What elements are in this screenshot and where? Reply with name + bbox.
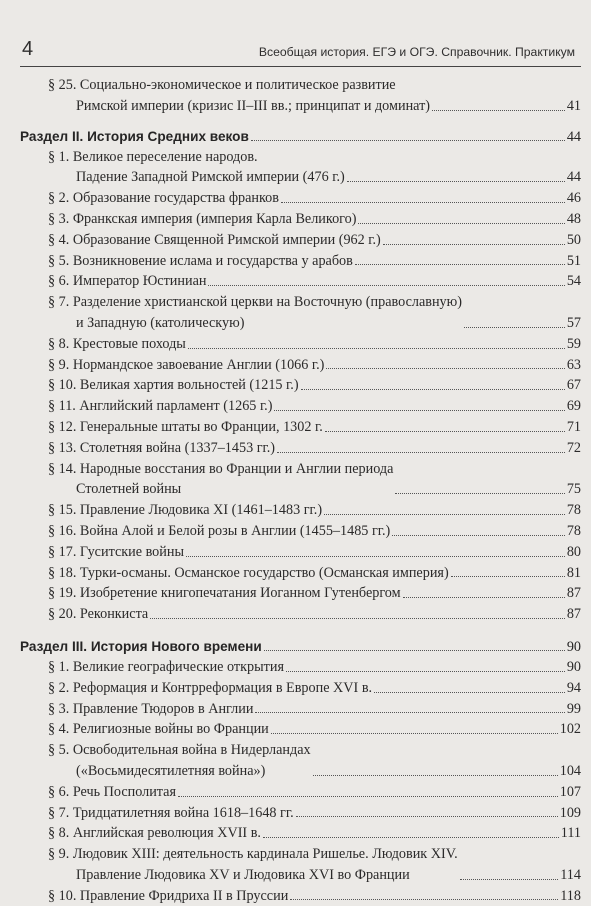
dot-leader (451, 576, 565, 577)
toc-entry-line: и Западную (католическую) (76, 314, 245, 331)
toc-entry (48, 886, 581, 906)
dot-leader (255, 712, 564, 713)
toc-entry-line: § 3. Правление Тюдоров в Англии (48, 700, 254, 717)
toc-entry (48, 521, 581, 542)
toc-entry-line: Падение Западной Римской империи (476 г.) (76, 169, 345, 186)
toc-entry-line: § 2. Образование государства франков (48, 190, 279, 207)
toc-entry (48, 334, 581, 355)
toc-page-number: 102 (559, 721, 581, 738)
toc-entry (48, 657, 581, 678)
toc-entry-line: § 15. Правление Людовика XI (1461–1483 гг.) (48, 502, 323, 519)
toc-page-number: 51 (566, 252, 581, 269)
toc-entry-line: § 9. Людовик XIII: деятельность кардинала Ришелье. Людовик XIV. (48, 846, 458, 863)
toc-entry (48, 438, 581, 459)
toc-entry-line: § 1. Великое переселение народов. (48, 148, 258, 165)
toc-entry (48, 782, 581, 803)
dot-leader (271, 733, 558, 734)
toc-page-number: 46 (566, 190, 581, 207)
toc-entry-line: § 11. Английский парламент (1265 г.) (48, 398, 273, 415)
toc-page-number: 67 (566, 377, 581, 394)
toc-page-number: 54 (566, 273, 581, 290)
toc-page-number: 104 (559, 762, 581, 779)
toc-page-number: 44 (566, 128, 581, 145)
dot-leader (150, 618, 565, 619)
dot-leader (324, 514, 565, 515)
toc-entry (48, 147, 581, 189)
toc-entry-line: § 5. Освободительная война в Нидерландах (48, 742, 311, 759)
toc-entry-line: § 4. Образование Священной Римской империи (962 г.) (48, 231, 381, 248)
toc-page-number: 81 (566, 564, 581, 581)
toc-page-number: 87 (566, 585, 581, 602)
toc-entry (48, 699, 581, 720)
dot-leader (251, 140, 565, 141)
toc-entry-line: § 10. Великая хартия вольностей (1215 г.) (48, 377, 299, 394)
toc-entry-line: § 7. Разделение христианской церкви на Восточную (православную) (48, 294, 462, 311)
toc-entry-line: § 10. Правление Фридриха II в Пруссии (48, 887, 289, 904)
toc-entry-line: § 19. Изобретение книгопечатания Иоганном Гутенбергом (48, 585, 401, 602)
toc-entry-line: § 12. Генеральные штаты во Франции, 1302 г. (48, 418, 323, 435)
dot-leader (355, 264, 565, 265)
dot-leader (464, 327, 565, 328)
dot-leader (383, 244, 565, 245)
toc-entry-line: § 20. Реконкиста (48, 606, 149, 623)
section-title: Раздел II. История Средних веков (20, 128, 249, 144)
toc-entry-line: § 5. Возникновение ислама и государства у арабов (48, 252, 353, 269)
dot-leader (432, 110, 565, 111)
toc-page-number: 90 (566, 658, 581, 675)
toc-entry (48, 604, 581, 625)
toc-page-number: 80 (566, 543, 581, 560)
dot-leader (281, 202, 565, 203)
toc-entry (48, 823, 581, 844)
toc-entry (48, 375, 581, 396)
toc-page-number: 50 (566, 231, 581, 248)
page-number: 4 (22, 38, 34, 60)
dot-leader (208, 285, 564, 286)
toc-entry-line: § 4. Религиозные войны во Франции (48, 721, 269, 738)
toc-entry (48, 230, 581, 251)
toc-entry-ancient-25 (48, 75, 581, 117)
toc-entry (48, 209, 581, 230)
page-header (0, 0, 591, 70)
toc-page-number: 44 (566, 169, 581, 186)
toc-entry-line: Столетней войны (76, 481, 182, 498)
toc-entry (48, 292, 581, 334)
toc-entry-line: § 1. Великие географические открытия (48, 658, 284, 675)
dot-leader (395, 493, 564, 494)
toc-entry (48, 740, 581, 782)
toc-entry (48, 583, 581, 604)
toc-entry-line: § 25. Социально-экономическое и политическое развитие (48, 77, 396, 93)
dot-leader (403, 597, 565, 598)
toc-entry (48, 678, 581, 699)
toc-entry (48, 271, 581, 292)
toc-entry-line: § 9. Нормандское завоевание Англии (1066 г.) (48, 356, 325, 373)
toc-entry (48, 355, 581, 376)
toc-entry (48, 188, 581, 209)
dot-leader (301, 389, 565, 390)
toc-page-number: 78 (566, 502, 581, 519)
toc-entry (48, 417, 581, 438)
section-heading-middle-ages (20, 127, 581, 147)
dot-leader (347, 181, 565, 182)
toc-page-number: 48 (566, 210, 581, 227)
toc-page-number: 78 (566, 522, 581, 539)
dot-leader (277, 452, 565, 453)
toc-entry-line: § 16. Война Алой и Белой розы в Англии (1455–1485 гг.) (48, 522, 391, 539)
toc-entry (48, 719, 581, 740)
dot-leader (325, 431, 565, 432)
toc-entry-line: § 17. Гуситские войны (48, 543, 184, 560)
toc-entry-line: § 2. Реформация и Контрреформация в Европе XVI в. (48, 679, 373, 696)
dot-leader (286, 671, 565, 672)
toc-entry (48, 396, 581, 417)
toc-entry (48, 563, 581, 584)
dot-leader (460, 879, 559, 880)
dot-leader (392, 535, 565, 536)
toc-entry-line: § 14. Народные восстания во Франции и Англии периода (48, 460, 394, 477)
toc-entry (48, 500, 581, 521)
dot-leader (264, 650, 565, 651)
dot-leader (186, 556, 565, 557)
dot-leader (313, 775, 558, 776)
toc-page-number: 109 (559, 804, 581, 821)
toc-page-number: 94 (566, 679, 581, 696)
toc-page-number: 59 (566, 335, 581, 352)
toc-page-number: 63 (566, 356, 581, 373)
toc-page-number: 41 (566, 97, 581, 114)
dot-leader (178, 796, 558, 797)
toc-entry-line: § 6. Император Юстиниан (48, 273, 207, 290)
toc-entry (48, 542, 581, 563)
toc-page-number: 90 (566, 638, 581, 655)
toc-entry-line: § 7. Тридцатилетняя война 1618–1648 гг. (48, 804, 294, 821)
toc-page-number: 57 (566, 314, 581, 331)
toc-page-number: 107 (559, 783, 581, 800)
dot-leader (374, 692, 565, 693)
header-divider (20, 66, 581, 67)
toc-page-number: 114 (560, 866, 581, 883)
toc-page-number: 118 (560, 887, 581, 904)
dot-leader (358, 223, 564, 224)
toc-entry-line: § 8. Английская революция XVII в. (48, 825, 261, 842)
dot-leader (290, 899, 558, 900)
toc-entry (48, 459, 581, 501)
toc-page-number: 69 (566, 398, 581, 415)
toc-entry-line: Римской империи (кризис II–III вв.; принципат и доминат) (76, 97, 431, 114)
dot-leader (263, 837, 559, 838)
toc-entry-line: § 18. Турки-османы. Османское государство (Османская империя) (48, 564, 449, 581)
dot-leader (326, 368, 564, 369)
toc-entry-line: § 8. Крестовые походы (48, 335, 186, 352)
toc-page-number: 87 (566, 606, 581, 623)
toc-entry-line: Правление Людовика XV и Людовика XVI во Франции (76, 866, 410, 883)
toc-entry (48, 803, 581, 824)
toc-page-number: 71 (566, 418, 581, 435)
toc-page-number: 111 (560, 825, 581, 842)
toc-page-number: 75 (566, 481, 581, 498)
toc-entry (48, 251, 581, 272)
section-heading-modern-times (20, 637, 581, 657)
toc-entry (48, 844, 581, 886)
dot-leader (296, 816, 558, 817)
section-title: Раздел III. История Нового времени (20, 638, 262, 654)
dot-leader (274, 410, 564, 411)
table-of-contents (0, 75, 591, 906)
toc-entry-line: («Восьмидесятилетняя война») (76, 762, 266, 779)
toc-page-number: 99 (566, 700, 581, 717)
toc-entry-line: § 3. Франкская империя (империя Карла Великого) (48, 210, 357, 227)
toc-entry-line: § 6. Речь Посполитая (48, 783, 176, 800)
running-title: Всеобщая история. ЕГЭ и ОГЭ. Справочник. Практикум (258, 45, 575, 59)
toc-page-number: 72 (566, 439, 581, 456)
toc-entry-line: § 13. Столетняя война (1337–1453 гг.) (48, 439, 276, 456)
dot-leader (188, 348, 565, 349)
